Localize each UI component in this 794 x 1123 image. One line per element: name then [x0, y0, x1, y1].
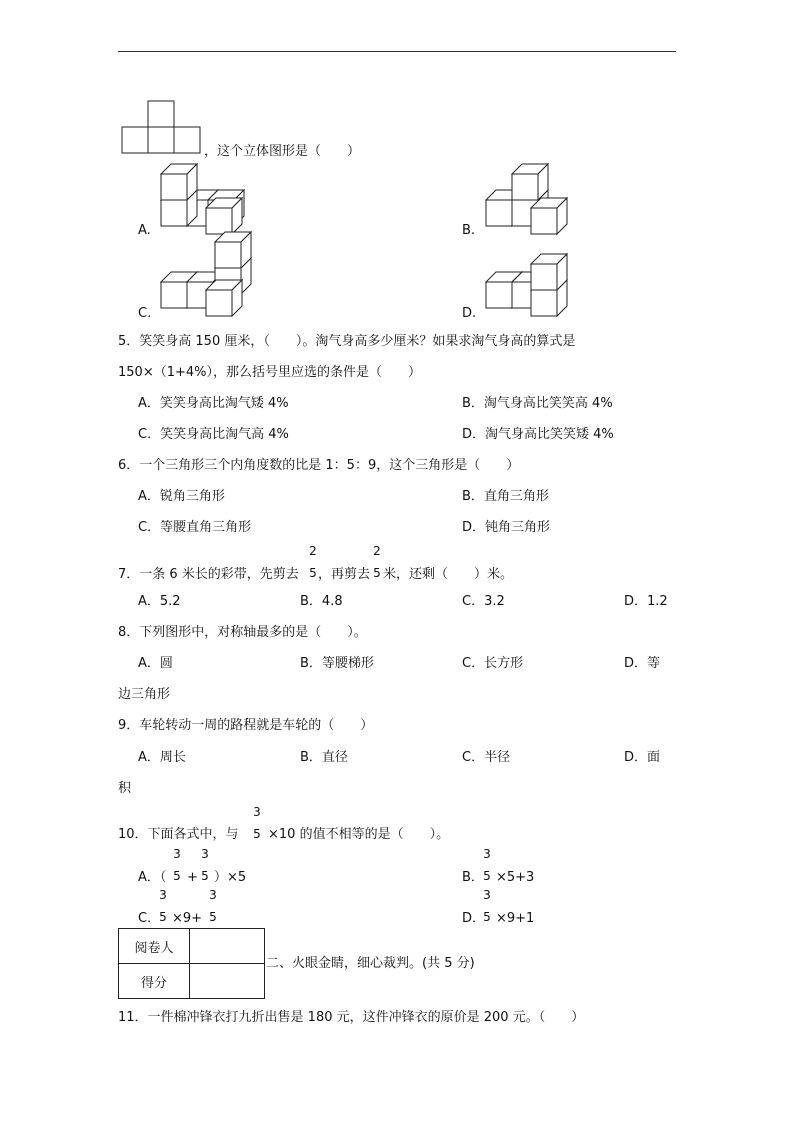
q9-option-d-continued: 积 — [118, 781, 132, 796]
q5-option-b[interactable]: B．淘气身高比笑笑高 4% — [462, 396, 613, 411]
q7-option-a[interactable]: A．5.2 — [138, 594, 181, 609]
q7-stem-part3: 米，还剩（ ）米。 — [383, 567, 514, 582]
q8-option-a[interactable]: A．圆 — [138, 656, 173, 671]
q10-a-frac1-denominator: 5 — [173, 869, 181, 883]
q6-stem: 6．一个三角形三个内角度数的比是 1：5：9，这个三角形是（ ） — [118, 458, 520, 473]
q6-option-d[interactable]: D．钝角三角形 — [462, 520, 551, 535]
q4-option-a[interactable]: A. — [138, 223, 151, 238]
q10-option-a-prefix[interactable]: A．（ — [138, 870, 167, 885]
q10-option-a-plus: + — [187, 870, 198, 885]
score-label: 得分 — [119, 964, 190, 999]
q5-option-a[interactable]: A．笑笑身高比淘气矮 4% — [138, 396, 289, 411]
q7-fraction-2-numerator: 2 — [373, 544, 381, 558]
q9-option-c[interactable]: C．半径 — [462, 750, 511, 765]
q8-option-d-continued: 边三角形 — [118, 687, 171, 702]
q10-option-a-suffix: ）×5 — [214, 870, 247, 885]
q10-d-frac-denominator: 5 — [483, 910, 491, 924]
q9-option-a[interactable]: A．周长 — [138, 750, 186, 765]
q10-stem-pre: 10．下面各式中，与 — [118, 827, 239, 842]
q9-option-b[interactable]: B．直径 — [300, 750, 348, 765]
q9-stem: 9．车轮转动一周的路程就是车轮的（ ） — [118, 718, 374, 733]
q6-option-a[interactable]: A．锐角三角形 — [138, 489, 225, 504]
q10-b-frac-numerator: 3 — [483, 847, 491, 861]
score-field[interactable] — [190, 964, 265, 999]
q8-option-d[interactable]: D．等 — [624, 656, 661, 671]
q5-stem-line1: 5．笑笑身高 150 厘米，（ ）。淘气身高多少厘米？如果求淘气身高的算式是 — [118, 334, 576, 349]
q8-option-b[interactable]: B．等腰梯形 — [300, 656, 374, 671]
q10-a-frac2-numerator: 3 — [201, 847, 209, 861]
q5-option-d[interactable]: D．淘气身高比笑笑矮 4% — [462, 427, 614, 442]
q7-stem-part1: 7．一条 6 米长的彩带，先剪去 — [118, 567, 299, 582]
front-view-grid-icon — [122, 100, 202, 154]
q10-stem-fraction-denominator: 5 — [253, 827, 261, 841]
header-rule — [118, 51, 676, 52]
q10-stem-fraction-numerator: 3 — [253, 805, 261, 819]
q10-option-b-prefix[interactable]: B． — [462, 870, 484, 885]
q11-stem: 11．一件棉冲锋衣打九折出售是 180 元，这件冲锋衣的原价是 200 元。（ ） — [118, 1010, 585, 1025]
q4-option-d[interactable]: D. — [462, 306, 477, 321]
q8-stem: 8．下列图形中，对称轴最多的是（ ）。 — [118, 625, 367, 640]
cube-stack-a-icon — [160, 164, 255, 234]
q7-option-c[interactable]: C．3.2 — [462, 594, 505, 609]
q10-option-c-middle: ×9+ — [172, 911, 203, 926]
q7-fraction-2-denominator: 5 — [373, 566, 381, 580]
q10-option-d-prefix[interactable]: D． — [462, 911, 486, 926]
q4-option-b[interactable]: B. — [462, 223, 476, 238]
q8-option-c[interactable]: C．长方形 — [462, 656, 524, 671]
section-two-title: 二、火眼金睛，细心裁判。(共 5 分) — [266, 956, 475, 971]
q7-option-d[interactable]: D．1.2 — [624, 594, 668, 609]
cube-stack-c-icon — [160, 246, 255, 316]
q10-stem-post: ×10 的值不相等的是（ ）。 — [268, 827, 450, 842]
q10-option-b-suffix: ×5+3 — [496, 870, 535, 885]
q7-stem-part2: ，再剪去 — [318, 567, 371, 582]
q10-c-frac2-denominator: 5 — [209, 910, 217, 924]
cube-stack-d-icon — [485, 256, 580, 316]
q10-option-d-suffix: ×9+1 — [496, 911, 535, 926]
cube-stack-b-icon — [485, 164, 580, 234]
q5-stem-line2: 150×（1+4%），那么括号里应选的条件是（ ） — [118, 365, 421, 380]
reviewer-field[interactable] — [190, 929, 265, 964]
q10-c-frac1-numerator: 3 — [159, 888, 167, 902]
q10-d-frac-numerator: 3 — [483, 888, 491, 902]
q10-c-frac1-denominator: 5 — [159, 910, 167, 924]
q4-stem: ，这个立体图形是（ ） — [204, 144, 361, 159]
q4-option-c[interactable]: C. — [138, 306, 152, 321]
q6-option-b[interactable]: B．直角三角形 — [462, 489, 549, 504]
reviewer-label: 阅卷人 — [119, 929, 190, 964]
q7-fraction-1-denominator: 5 — [309, 566, 317, 580]
score-box — [118, 928, 265, 999]
q6-option-c[interactable]: C．等腰直角三角形 — [138, 520, 252, 535]
q9-option-d[interactable]: D．面 — [624, 750, 661, 765]
q10-a-frac2-denominator: 5 — [201, 869, 209, 883]
q7-fraction-1-numerator: 2 — [309, 544, 317, 558]
q5-option-c[interactable]: C．笑笑身高比淘气高 4% — [138, 427, 289, 442]
q10-b-frac-denominator: 5 — [483, 869, 491, 883]
q10-option-c-prefix[interactable]: C． — [138, 911, 161, 926]
q7-option-b[interactable]: B．4.8 — [300, 594, 343, 609]
q10-a-frac1-numerator: 3 — [173, 847, 181, 861]
q10-c-frac2-numerator: 3 — [209, 888, 217, 902]
